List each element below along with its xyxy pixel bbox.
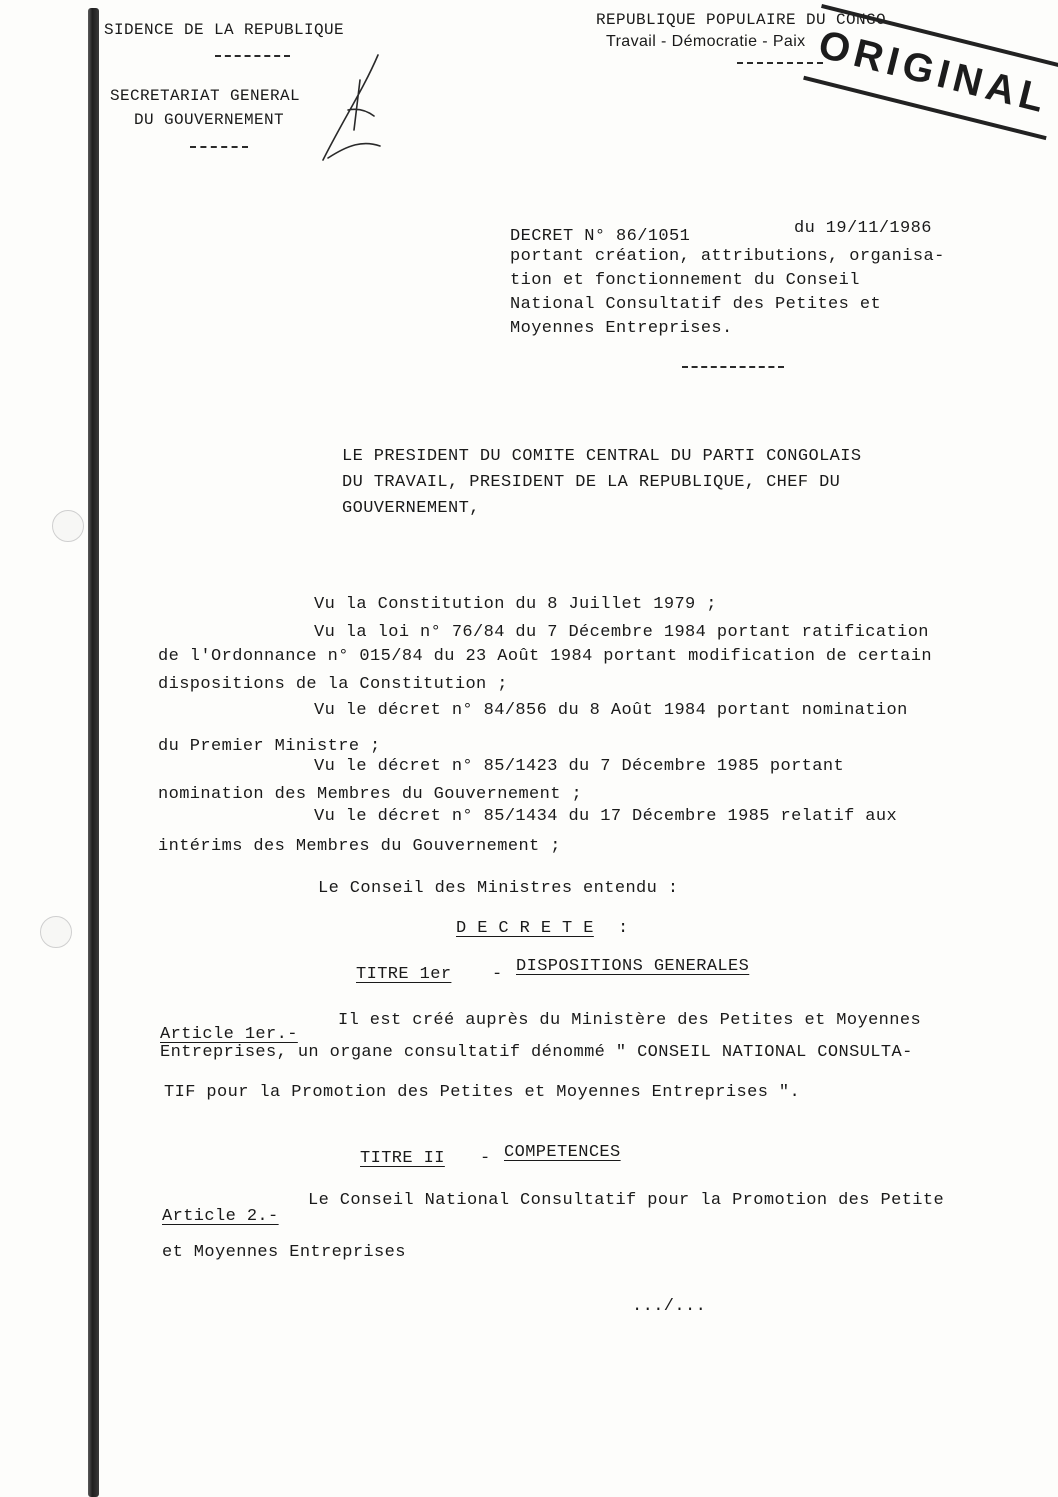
vu-constitution: Vu la Constitution du 8 Juillet 1979 ;	[314, 595, 717, 614]
decree-separator	[682, 366, 784, 368]
header-devise: Travail - Démocratie - Paix	[606, 33, 806, 50]
vu-decret-2-line-1: Vu le décret n° 85/1423 du 7 Décembre 1985 portant	[314, 757, 845, 776]
decree-title-line-4: Moyennes Entreprises.	[510, 319, 733, 338]
header-presidence: SIDENCE DE LA REPUBLIQUE	[104, 21, 345, 39]
decree-number: DECRET N° 86/1051	[510, 227, 691, 246]
decrete-heading: D E C R E T E	[456, 919, 594, 938]
original-stamp: ORIGINAL	[803, 4, 1058, 140]
header-republique: REPUBLIQUE POPULAIRE DU CONGO	[596, 11, 887, 29]
article-2-line-2: et Moyennes Entreprises	[162, 1243, 406, 1262]
president-line-2: DU TRAVAIL, PRESIDENT DE LA REPUBLIQUE, CHEF DU	[342, 473, 841, 492]
punch-hole-top	[52, 510, 84, 542]
vu-loi-line-3: dispositions de la Constitution ;	[158, 675, 508, 694]
header-left-separator-1	[215, 55, 290, 57]
vu-decret-1-line-1: Vu le décret n° 84/856 du 8 Août 1984 portant nomination	[314, 701, 908, 720]
decree-date: du 19/11/1986	[794, 219, 932, 238]
vu-decret-1-line-2: du Premier Ministre ;	[158, 737, 381, 756]
decrete-colon: :	[618, 919, 629, 938]
binding-strip	[88, 8, 99, 1497]
conseil-ministres: Le Conseil des Ministres entendu :	[318, 879, 679, 898]
titre-1-label: TITRE 1er	[356, 965, 452, 984]
decree-title-line-2: tion et fonctionnement du Conseil	[510, 271, 860, 290]
vu-decret-3-line-1: Vu le décret n° 85/1434 du 17 Décembre 1985 relatif aux	[314, 807, 898, 826]
article-2-line-1: Le Conseil National Consultatif pour la Promotion des Petite	[308, 1191, 945, 1210]
titre-2-name: COMPETENCES	[504, 1143, 621, 1162]
vu-loi-line-1: Vu la loi n° 76/84 du 7 Décembre 1984 portant ratification	[314, 623, 929, 642]
handwritten-signature	[308, 50, 398, 180]
titre-2-dash: -	[480, 1149, 491, 1168]
continuation-mark: .../...	[632, 1297, 707, 1316]
decree-title-line-3: National Consultatif des Petites et	[510, 295, 882, 314]
article-1-label: Article 1er.-	[160, 1025, 298, 1044]
punch-hole-bottom	[40, 916, 72, 948]
header-left-separator-2	[190, 146, 248, 148]
titre-2-label: TITRE II	[360, 1149, 445, 1168]
titre-1-name: DISPOSITIONS GENERALES	[516, 957, 750, 976]
article-1-line-1: Il est créé auprès du Ministère des Petites et Moyennes	[338, 1011, 922, 1030]
vu-loi-line-2: de l'Ordonnance n° 015/84 du 23 Août 1984 portant modification de certain	[158, 647, 932, 666]
header-secretariat: SECRETARIAT GENERAL	[110, 87, 301, 105]
president-line-3: GOUVERNEMENT,	[342, 499, 480, 518]
vu-decret-3-line-2: intérims des Membres du Gouvernement ;	[158, 837, 561, 856]
vu-decret-2-line-2: nomination des Membres du Gouvernement ;	[158, 785, 583, 804]
article-2-label: Article 2.-	[162, 1207, 279, 1226]
titre-1-dash: -	[492, 965, 503, 984]
decree-title-line-1: portant création, attributions, organisa-	[510, 247, 945, 266]
article-1-line-3: TIF pour la Promotion des Petites et Moyennes Entreprises ".	[164, 1083, 801, 1102]
article-1-line-2: Entreprises, un organe consultatif dénommé " CONSEIL NATIONAL CONSULTA-	[160, 1043, 913, 1062]
header-gouvernement: DU GOUVERNEMENT	[134, 111, 285, 129]
president-line-1: LE PRESIDENT DU COMITE CENTRAL DU PARTI CONGOLAIS	[342, 447, 862, 466]
